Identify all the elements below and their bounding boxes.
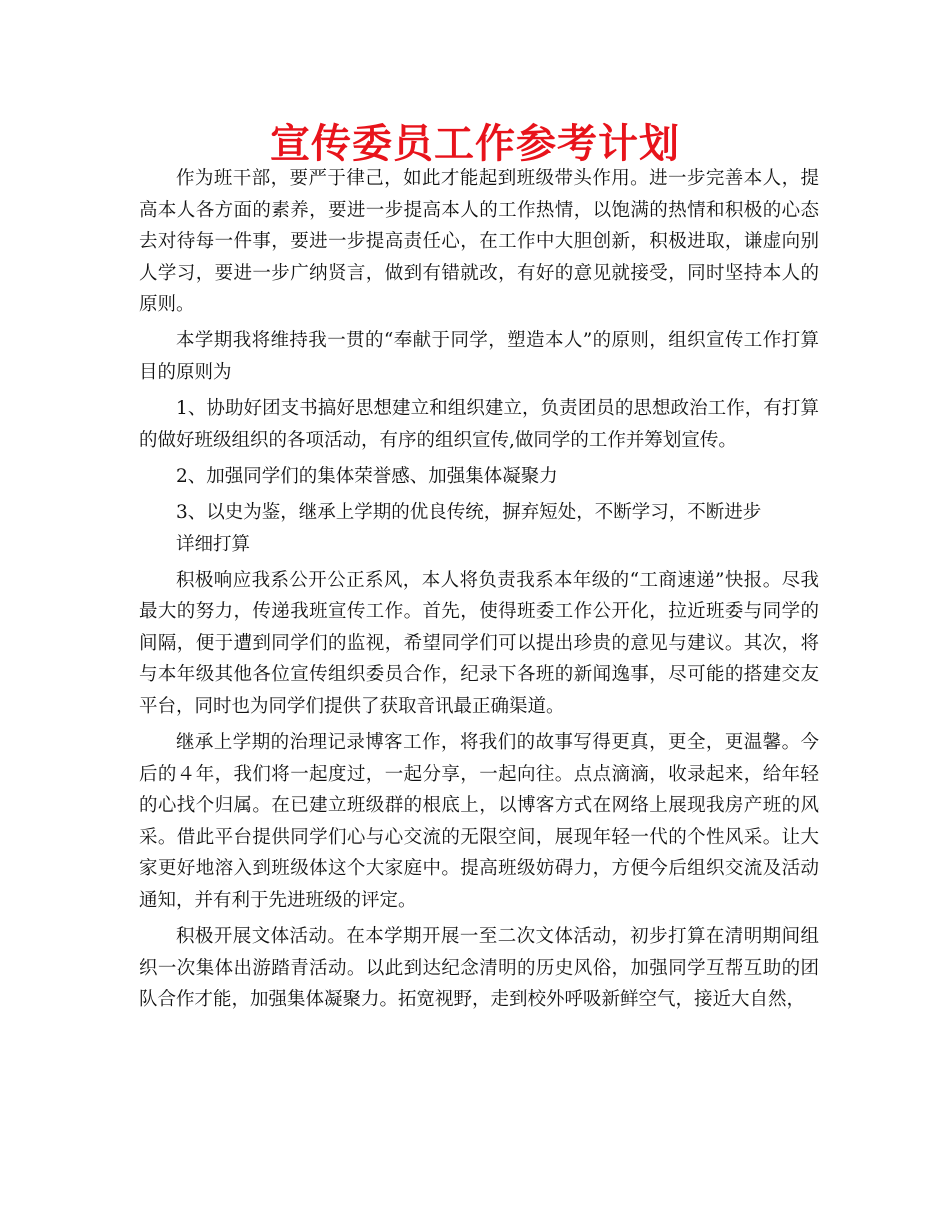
paragraph-newsletter: 积极响应我系公开公正系风，本人将负责我系本年级的“工商速递”快报。尽我最大的努力，传递我班宣传工作。首先，使得班委工作公开化，拉近班委与同学的间隔，便于遭到同学们的监视，希望同学们可以提出珍贵的意见与建议。其次，将与本年级其他各位宣传组织委员合作，纪录下各班的新闻逸事，尽可能的搭建交友平台，同时也为同学们提供了获取音讯最正确渠道。: [139, 569, 819, 717]
list-item-1: 1、协助好团支书搞好思想建立和组织建立，负责团员的思想政治工作，有打算的做好班级组织的各项活动，有序的组织宣传,做同学的工作并筹划宣传。: [139, 398, 819, 451]
paragraph-intro: 作为班干部，要严于律己，如此才能起到班级带头作用。进一步完善本人，提高本人各方面的素养，要进一步提高本人的工作热情，以饱满的热情和积极的心态去对待每一件事，要进一步提高责任心，在工作中大胆创新，积极进取，谦虚向别人学习，要进一步广纳贤言，做到有错就改，有好的意见就接受，同时坚持本人的原则。: [139, 168, 819, 316]
document-body: [139, 163, 819, 1016]
paragraph-principle: 本学期我将维持我一贯的“奉献于同学，塑造本人”的原则，组织宣传工作打算目的原则为: [139, 330, 819, 384]
paragraph-activities: 积极开展文体活动。在本学期开展一至二次文体活动，初步打算在清明期间组织一次集体出游踏青活动。以此到达纪念清明的历史风俗，加强同学互帮互助的团队合作才能，加强集体凝聚力。拓宽视野，走到校外呼吸新鲜空气，接近大自然，: [139, 926, 819, 1011]
paragraph-blog: 继承上学期的治理记录博客工作，将我们的故事写得更真，更全，更温馨。今后的４年，我们将一起度过，一起分享，一起向往。点点滴滴，收录起来，给年轻的心找个归属。在已建立班级群的根底上，以博客方式在网络上展现我房产班的风采。借此平台提供同学们心与心交流的无限空间，展现年轻一代的个性风采。让大家更好地溶入到班级体这个大家庭中。提高班级妨碍力，方便今后组织交流及活动通知，并有利于先进班级的评定。: [139, 732, 819, 912]
section-heading-plan: 详细打算: [176, 533, 251, 555]
list-item-2: 2、加强同学们的集体荣誉感、加强集体凝聚力: [176, 465, 558, 487]
document-title: 宣传委员工作参考计划: [270, 121, 680, 167]
list-item-3: 3、以史为鉴，继承上学期的优良传统，摒弃短处，不断学习，不断进步: [176, 501, 762, 523]
